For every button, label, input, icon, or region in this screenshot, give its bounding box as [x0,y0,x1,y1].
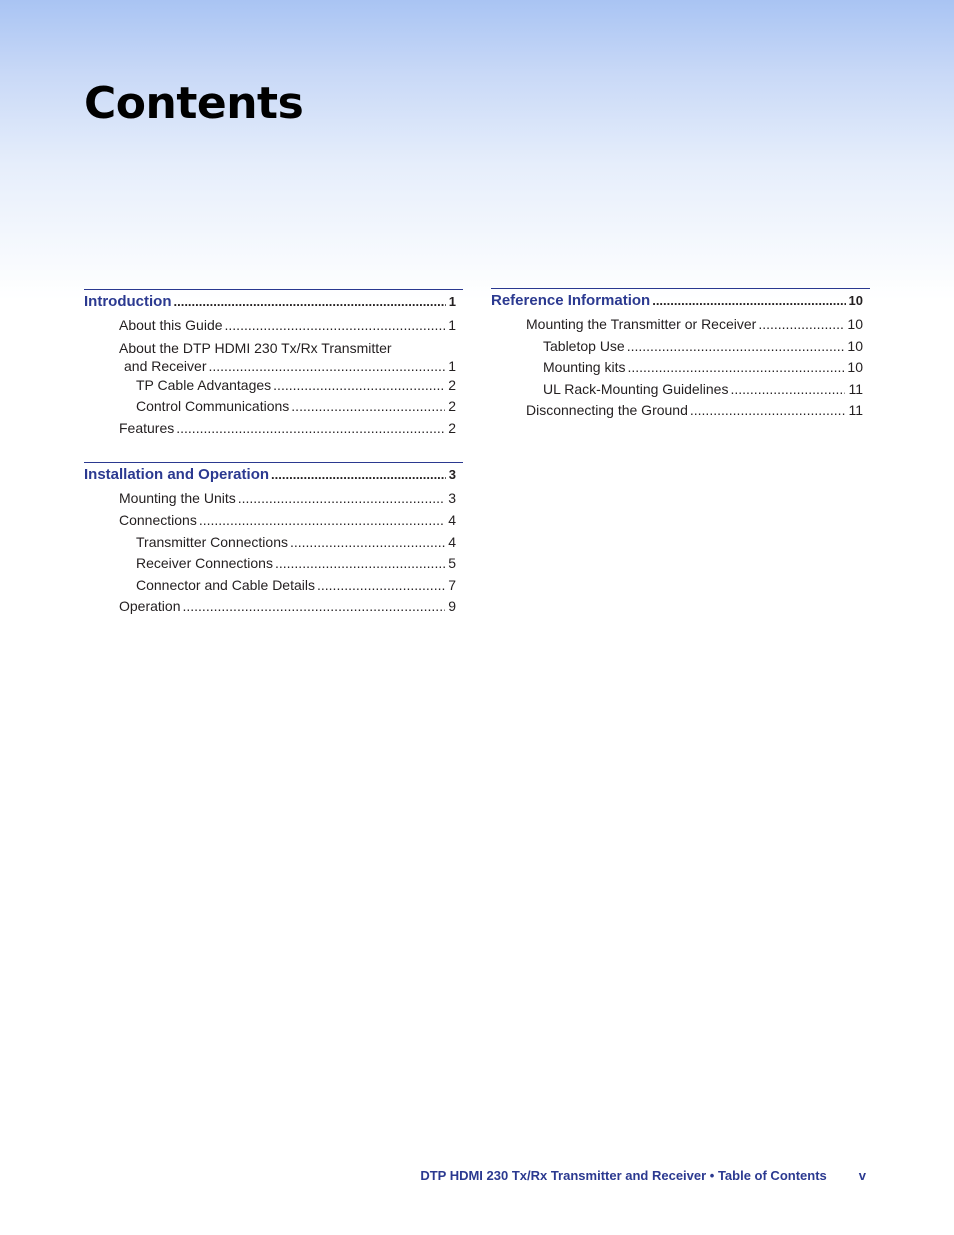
toc-section-introduction [84,289,463,439]
footer-text: DTP HDMI 230 Tx/Rx Transmitter and Receiver • Table of Contents [420,1168,827,1183]
dot-leader [275,553,445,575]
toc-entry-page: 9 [448,598,456,615]
toc-entry[interactable] [84,337,463,375]
section-page-number: 3 [448,467,456,483]
section-title[interactable]: Introduction [84,293,172,310]
toc-entry[interactable] [491,314,870,336]
toc-entry-label[interactable]: UL Rack-Mounting Guidelines [543,380,729,397]
toc-entry[interactable] [491,400,870,422]
toc-entry-label[interactable]: Control Communications [136,398,290,415]
dot-leader [176,418,445,440]
toc-right-column [491,288,870,445]
toc-entry-page: 4 [448,511,456,528]
toc-entry[interactable] [491,379,870,401]
toc-entry-label[interactable]: Connections [119,511,197,528]
toc-section-installation [84,462,463,618]
dot-leader [273,375,445,397]
toc-entry-label[interactable]: About the DTP HDMI 230 Tx/Rx Transmitter [119,339,392,356]
toc-entry-label[interactable]: Receiver Connections [136,555,273,572]
toc-entry[interactable] [84,315,463,337]
dot-leader [652,293,845,308]
toc-entry-page: 7 [448,576,456,593]
toc-entry-label[interactable]: Disconnecting the Ground [526,402,688,419]
page-title: Contents [84,78,304,129]
toc-entry[interactable] [491,357,870,379]
dot-leader [690,400,846,422]
dot-leader [627,357,844,379]
dot-leader [182,596,445,618]
toc-entry-page: 10 [847,337,863,354]
toc-entry-label[interactable]: Transmitter Connections [136,533,288,550]
toc-entry[interactable] [84,553,463,575]
dot-leader [317,575,445,597]
dot-leader [199,510,445,532]
dot-leader [173,294,445,309]
toc-entry-page: 2 [448,376,456,393]
toc-section-heading[interactable] [84,289,463,315]
toc-entry-label[interactable]: Tabletop Use [543,337,625,354]
dot-leader [271,467,446,482]
toc-entry-label[interactable]: TP Cable Advantages [136,376,272,393]
dot-leader [758,314,844,336]
toc-entry-page: 1 [448,357,456,374]
dot-leader [290,532,445,554]
toc-entry[interactable] [84,510,463,532]
toc-entry-label[interactable]: Connector and Cable Details [136,576,315,593]
toc-section-heading[interactable] [84,462,463,488]
toc-entry-page: 11 [848,402,863,419]
page-footer [420,1168,866,1183]
toc-entry[interactable] [84,418,463,440]
dot-leader [627,336,845,358]
toc-entry-label[interactable]: Mounting kits [543,359,626,376]
dot-leader [291,396,445,418]
toc-entry-label[interactable]: Mounting the Transmitter or Receiver [526,316,757,332]
toc-entry-label[interactable]: Operation [119,598,181,615]
toc-entry-label[interactable]: Features [119,419,175,436]
toc-entry-page: 11 [848,380,863,397]
toc-entry[interactable] [84,575,463,597]
toc-entry[interactable] [84,396,463,418]
dot-leader [730,379,845,401]
toc-entry[interactable] [84,596,463,618]
toc-entry-page: 1 [448,317,456,333]
toc-entry-label[interactable]: About this Guide [119,317,223,333]
dot-leader [238,488,445,510]
dot-leader [209,357,446,375]
section-title[interactable]: Installation and Operation [84,466,270,484]
toc-entry-page: 10 [847,316,863,332]
toc-entry-label-continued[interactable]: and Receiver [124,357,207,374]
toc-entry-label[interactable]: Mounting the Units [119,490,236,507]
toc-left-column [84,289,463,641]
toc-entry[interactable] [84,532,463,554]
toc-entry-page: 5 [448,555,456,572]
toc-entry-page: 4 [448,533,456,550]
dot-leader [225,315,446,337]
footer-page-number: v [858,1168,866,1183]
header-gradient [0,0,954,300]
toc-entry-page: 10 [847,359,863,376]
toc-entry[interactable] [84,488,463,510]
section-page-number: 10 [848,293,863,308]
toc-section-reference [491,288,870,422]
toc-entry[interactable] [84,375,463,397]
toc-section-heading[interactable] [491,288,870,314]
toc-entry-page: 3 [448,490,456,507]
toc-entry[interactable] [491,336,870,358]
section-page-number: 1 [448,294,456,309]
section-title[interactable]: Reference Information [491,292,651,309]
toc-entry-page: 2 [448,398,456,415]
toc-entry-page: 2 [448,419,456,436]
